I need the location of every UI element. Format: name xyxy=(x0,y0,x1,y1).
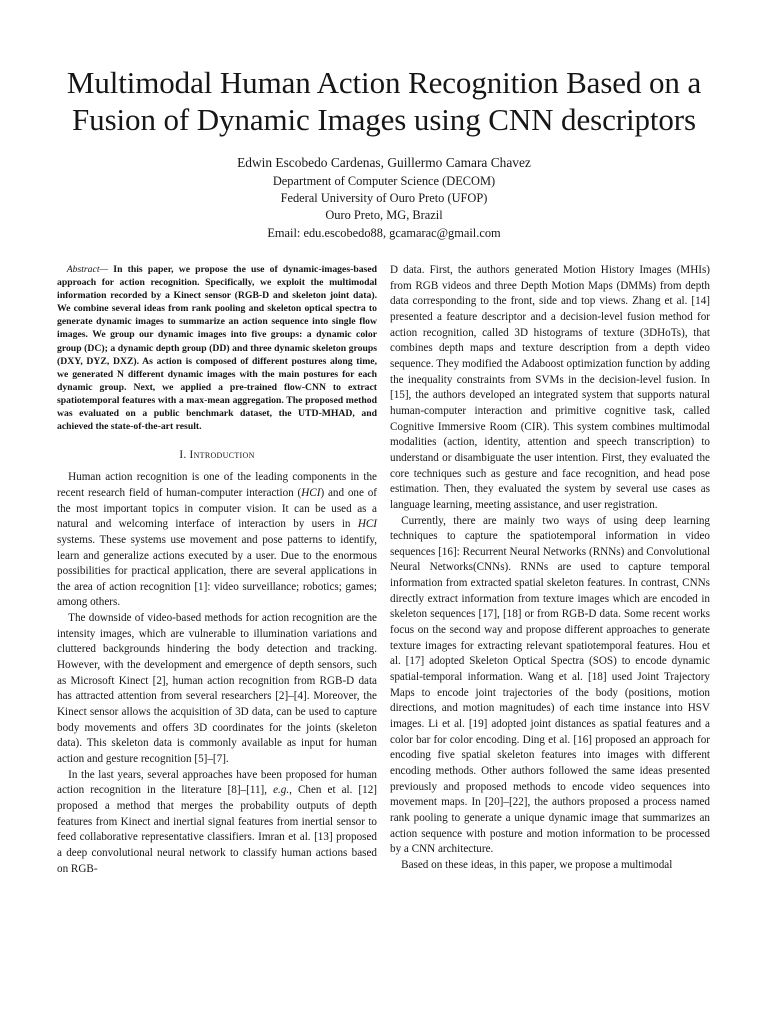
text-run: systems. These systems use movement and pose patterns to identify, learn and generalize actions executed by a user. Due to the enormous possibilities for practical application, there are several applications in the area of action recognition [1]: video surveillance; robotics; games; among others. xyxy=(57,533,377,609)
acronym-hci: HCI xyxy=(301,486,321,499)
text-run: Human action recognition is one of the leading components in the recent research field of human-computer interaction ( xyxy=(57,471,377,499)
abstract xyxy=(57,263,377,433)
section-heading-introduction: I. Introduction xyxy=(179,449,255,462)
author-email: Email: edu.escobedo88, gcamarac@gmail.com xyxy=(267,225,501,240)
abstract-text: In this paper, we propose the use of dynamic-images-based approach for action recognition. Specifically, we exploit the multimodal information recorded by a Kinect sensor (RGB-D and skeleton joint data). We combine several ideas from rank pooling and skeleton optical spectra to generate dynamic images to summarize an action sequence into single flow images. We group our dynamic images into five groups: a dynamic color group (DC); a dynamic depth group (DD) and three dynamic skeleton groups (DXY, DYZ, DXZ). As action is composed of different postures along time, we generated N different dynamic images with the main postures for each dynamic group. Next, we applied a pre-trained flow-CNN to extract spatiotemporal features with a max-mean aggregation. The proposed method was evaluated on a public benchmark dataset, the UTD-MHAD, and achieved the state-of-the-art result. xyxy=(57,264,378,433)
left-column xyxy=(57,263,377,877)
affiliation-department: Department of Computer Science (DECOM) xyxy=(272,174,496,188)
intro-paragraph-2: The downside of video-based methods for action recognition are the intensity images, which are vulnerable to illumination variations and cluttered backgrounds hindering the body detection and tracking. However, with the development and emergence of depth sensors, such as Microsoft Kinect [2], human action recognition from RGB-D data has attracted attention from several researchers [2]–[4]. Moreover, the Kinect sensor allows the acquisition of 3D data, can be used to capture body movements and offers 3D coordinates for the joints (skeleton data). This skeleton data is commonly available as input for human action and gesture recognition [5]–[7]. xyxy=(57,612,377,766)
acronym-hci: HCI xyxy=(357,518,377,531)
affiliation-location: Ouro Preto, MG, Brazil xyxy=(325,208,443,223)
paper-title: Multimodal Human Action Recognition Based on a Fusion of Dynamic Images using CNN descriptors xyxy=(66,65,702,137)
intro-paragraph-4: Currently, there are mainly two ways of using deep learning techniques to capture the spatiotemporal information in video sequences [16]: Recurrent Neural Networks (RNNs) and Convolutional Neural Networks(CNNs). RNNs are used to capture temporal information from extracted spatial skeleton features. In contrast, CNNs directly extract information from texture images which are encoded in skeleton sequences [17], [18] or from RGB-D data. Some recent works focus on the second way and propose different approaches to generate texture images for extracting relevant spatiotemporal features. Hou et al. [17] adopted Skeleton Optical Spectra (SOS) to encode dynamic spatial-temporal information. Wang et al. [18] used Joint Trajectory Maps to encode joint trajectories of the body (positions, motion directions, and motion magnitudes) of each time instance into HSV images. Li et al. [19] adopted joint distances as spatial features and a color bar for color encoding. Ding et al. [16] proposed an approach for encoding five spatial skeleton features into images with different encoding methods. Other authors followed the same ideas presented previously and proposed methods to encode video sequences into movement maps. In [20]–[22], the authors proposed a process named rank pooling to generate a unique dynamic image that summarizes an action sequence with posture and motion information to be processed by a CNN architecture. xyxy=(390,514,710,856)
intro-paragraph-3 xyxy=(57,768,377,878)
author-block xyxy=(40,154,728,242)
abstract-label: Abstract— xyxy=(66,264,109,275)
right-column xyxy=(390,263,710,874)
intro-paragraph-3-continued: D data. First, the authors generated Motion History Images (MHIs) from RGB videos and three Depth Motion Maps (DMMs) from depth data corresponding to the front, side and top views. Zhang et al. [14] presented a feature descriptor and a decision-level fusion method for action recognition, called 3D histograms of texture (3DHoTs), that combines depth maps and texture description from a depth video sequence. They modified the Adaboost optimization function by adding the inequality constraints from SVMs in the decision-level fusion. In [15], the authors developed an integrated system that supports natural human-computer interaction and primitive cognitive task, called Cognitive Immersive Room (CIR). This system combines multimodal modalities (action, identity, attention and speech transcription) to understand or disambiguate the user intention. First, they evaluated the core techniques such as gesture and face recognition, and head pose estimation. Then, they evaluated the system by several use cases as language learning, meeting assistance, and user registration. xyxy=(390,264,710,511)
intro-paragraph-5: Based on these ideas, in this paper, we propose a multimodal xyxy=(401,858,673,871)
abbrev-eg: e.g. xyxy=(273,784,290,797)
affiliation-university: Federal University of Ouro Preto (UFOP) xyxy=(280,191,488,206)
text-run: , Chen et al. [12] proposed a method that merges the probability outputs of depth features from Kinect and inertial signal features from inertial sensor to feed collaborative representative classifiers. Imran et al. [13] proposed a deep convolutional neural network to classify human actions based on RGB- xyxy=(57,784,377,875)
text-run: In the last years, several approaches have been proposed for human action recognition in the literature [8]–[11], xyxy=(57,768,377,797)
text-run: ) and one of the most important topics in computer vision. It can be used as a natural and welcoming interface of interaction by users in xyxy=(57,486,377,531)
intro-paragraph-1 xyxy=(57,470,377,611)
author-names: Edwin Escobedo Cardenas, Guillermo Camara Chavez xyxy=(237,155,531,170)
